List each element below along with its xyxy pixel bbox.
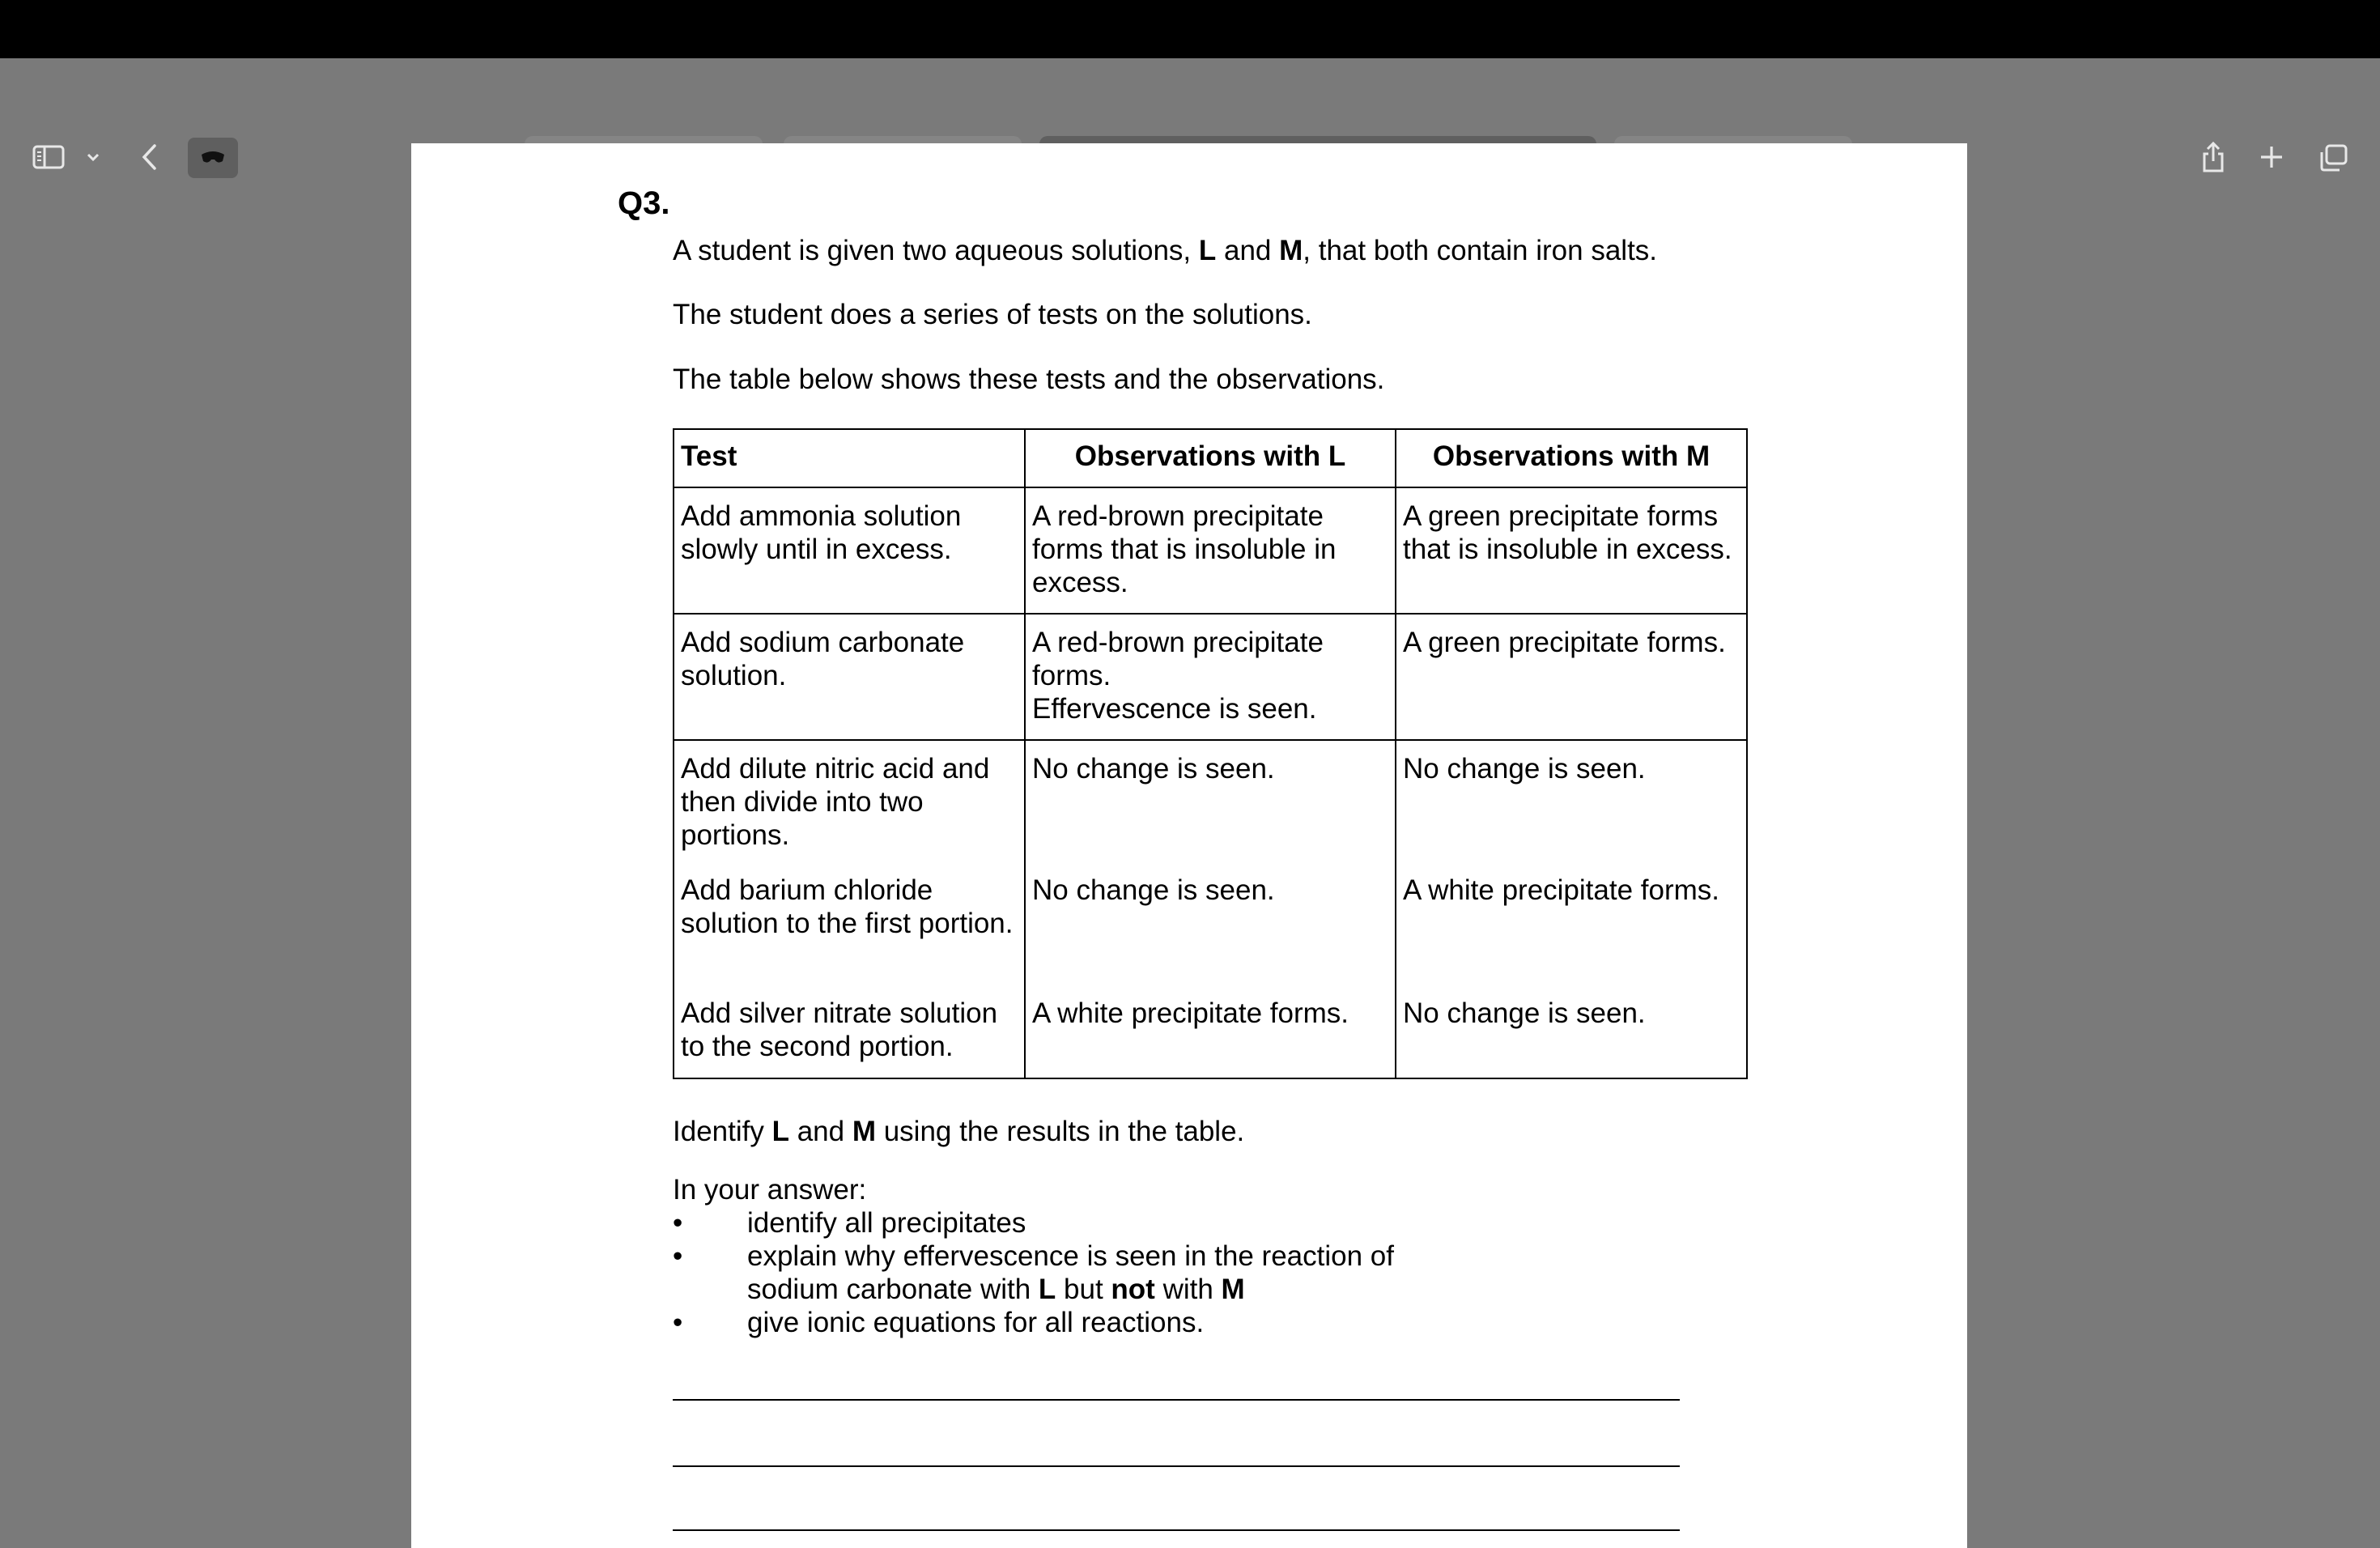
observations-table	[673, 428, 1748, 1079]
chevron-down-icon[interactable]	[83, 146, 104, 168]
table-cell: Add ammonia solution slowly until in excess.	[674, 487, 1025, 614]
table-cell: No change is seen.	[1396, 985, 1747, 1078]
pdf-page	[411, 143, 1967, 1548]
table-cell: No change is seen.	[1025, 740, 1396, 862]
list-item: • give ionic equations for all reactions.	[673, 1307, 1205, 1338]
share-icon[interactable]	[2197, 138, 2229, 176]
table-row	[674, 614, 1747, 740]
header-test: Test	[674, 429, 1025, 487]
effervescence-note: Effervescence is seen.	[1032, 693, 1317, 725]
table-cell: Add barium chloride solution to the first portion.	[674, 862, 1025, 985]
table-row	[674, 740, 1747, 862]
table-cell: Add sodium carbonate solution.	[674, 614, 1025, 740]
answer-intro: In your answer:	[673, 1174, 867, 1206]
tab-overview-icon[interactable]	[2315, 141, 2351, 175]
identify-instruction: Identify L and M using the results in the table.	[673, 1116, 1245, 1147]
intro-line-2: The student does a series of tests on the solutions.	[673, 299, 1312, 330]
browser-toolbar	[0, 58, 2380, 143]
observation-text: A red-brown precipitate forms.	[1032, 627, 1324, 691]
table-cell: No change is seen.	[1396, 740, 1747, 862]
table-cell: A green precipitate forms.	[1396, 614, 1747, 740]
header-observations-l: Observations with L	[1025, 429, 1396, 487]
answer-guidance	[673, 1173, 1394, 1339]
table-cell: A green precipitate forms that is insoluble in excess.	[1396, 487, 1747, 614]
answer-line[interactable]	[673, 1399, 1680, 1401]
table-row	[674, 487, 1747, 614]
table-cell: A white precipitate forms.	[1396, 862, 1747, 985]
table-cell: A white precipitate forms.	[1025, 985, 1396, 1078]
answer-line[interactable]	[673, 1529, 1680, 1531]
table-row	[674, 985, 1747, 1078]
table-row	[674, 862, 1747, 985]
sidebar-icon[interactable]	[31, 139, 66, 175]
private-mode-icon[interactable]	[188, 138, 238, 178]
intro-line-3: The table below shows these tests and the observations.	[673, 364, 1385, 395]
table-cell: A red-brown precipitate forms that is insoluble in excess.	[1025, 487, 1396, 614]
menu-bar	[0, 0, 2380, 58]
list-item: • explain why effervescence is seen in the reaction of sodium carbonate with L but not with M	[673, 1240, 1394, 1305]
header-observations-m: Observations with M	[1396, 429, 1747, 487]
intro-text: A student is given two aqueous solutions, L and M, that both contain iron salts.	[673, 235, 1658, 266]
back-icon[interactable]	[134, 139, 164, 175]
table-cell: No change is seen.	[1025, 862, 1396, 985]
new-tab-icon[interactable]	[2255, 141, 2288, 173]
table-cell: Add dilute nitric acid and then divide into two portions.	[674, 740, 1025, 862]
table-header-row	[674, 429, 1747, 487]
question-number: Q3.	[618, 185, 670, 221]
table-cell: Add silver nitrate solution to the second portion.	[674, 985, 1025, 1078]
table-cell	[1025, 614, 1396, 740]
list-item: • identify all precipitates	[673, 1207, 1026, 1239]
answer-line[interactable]	[673, 1465, 1680, 1467]
